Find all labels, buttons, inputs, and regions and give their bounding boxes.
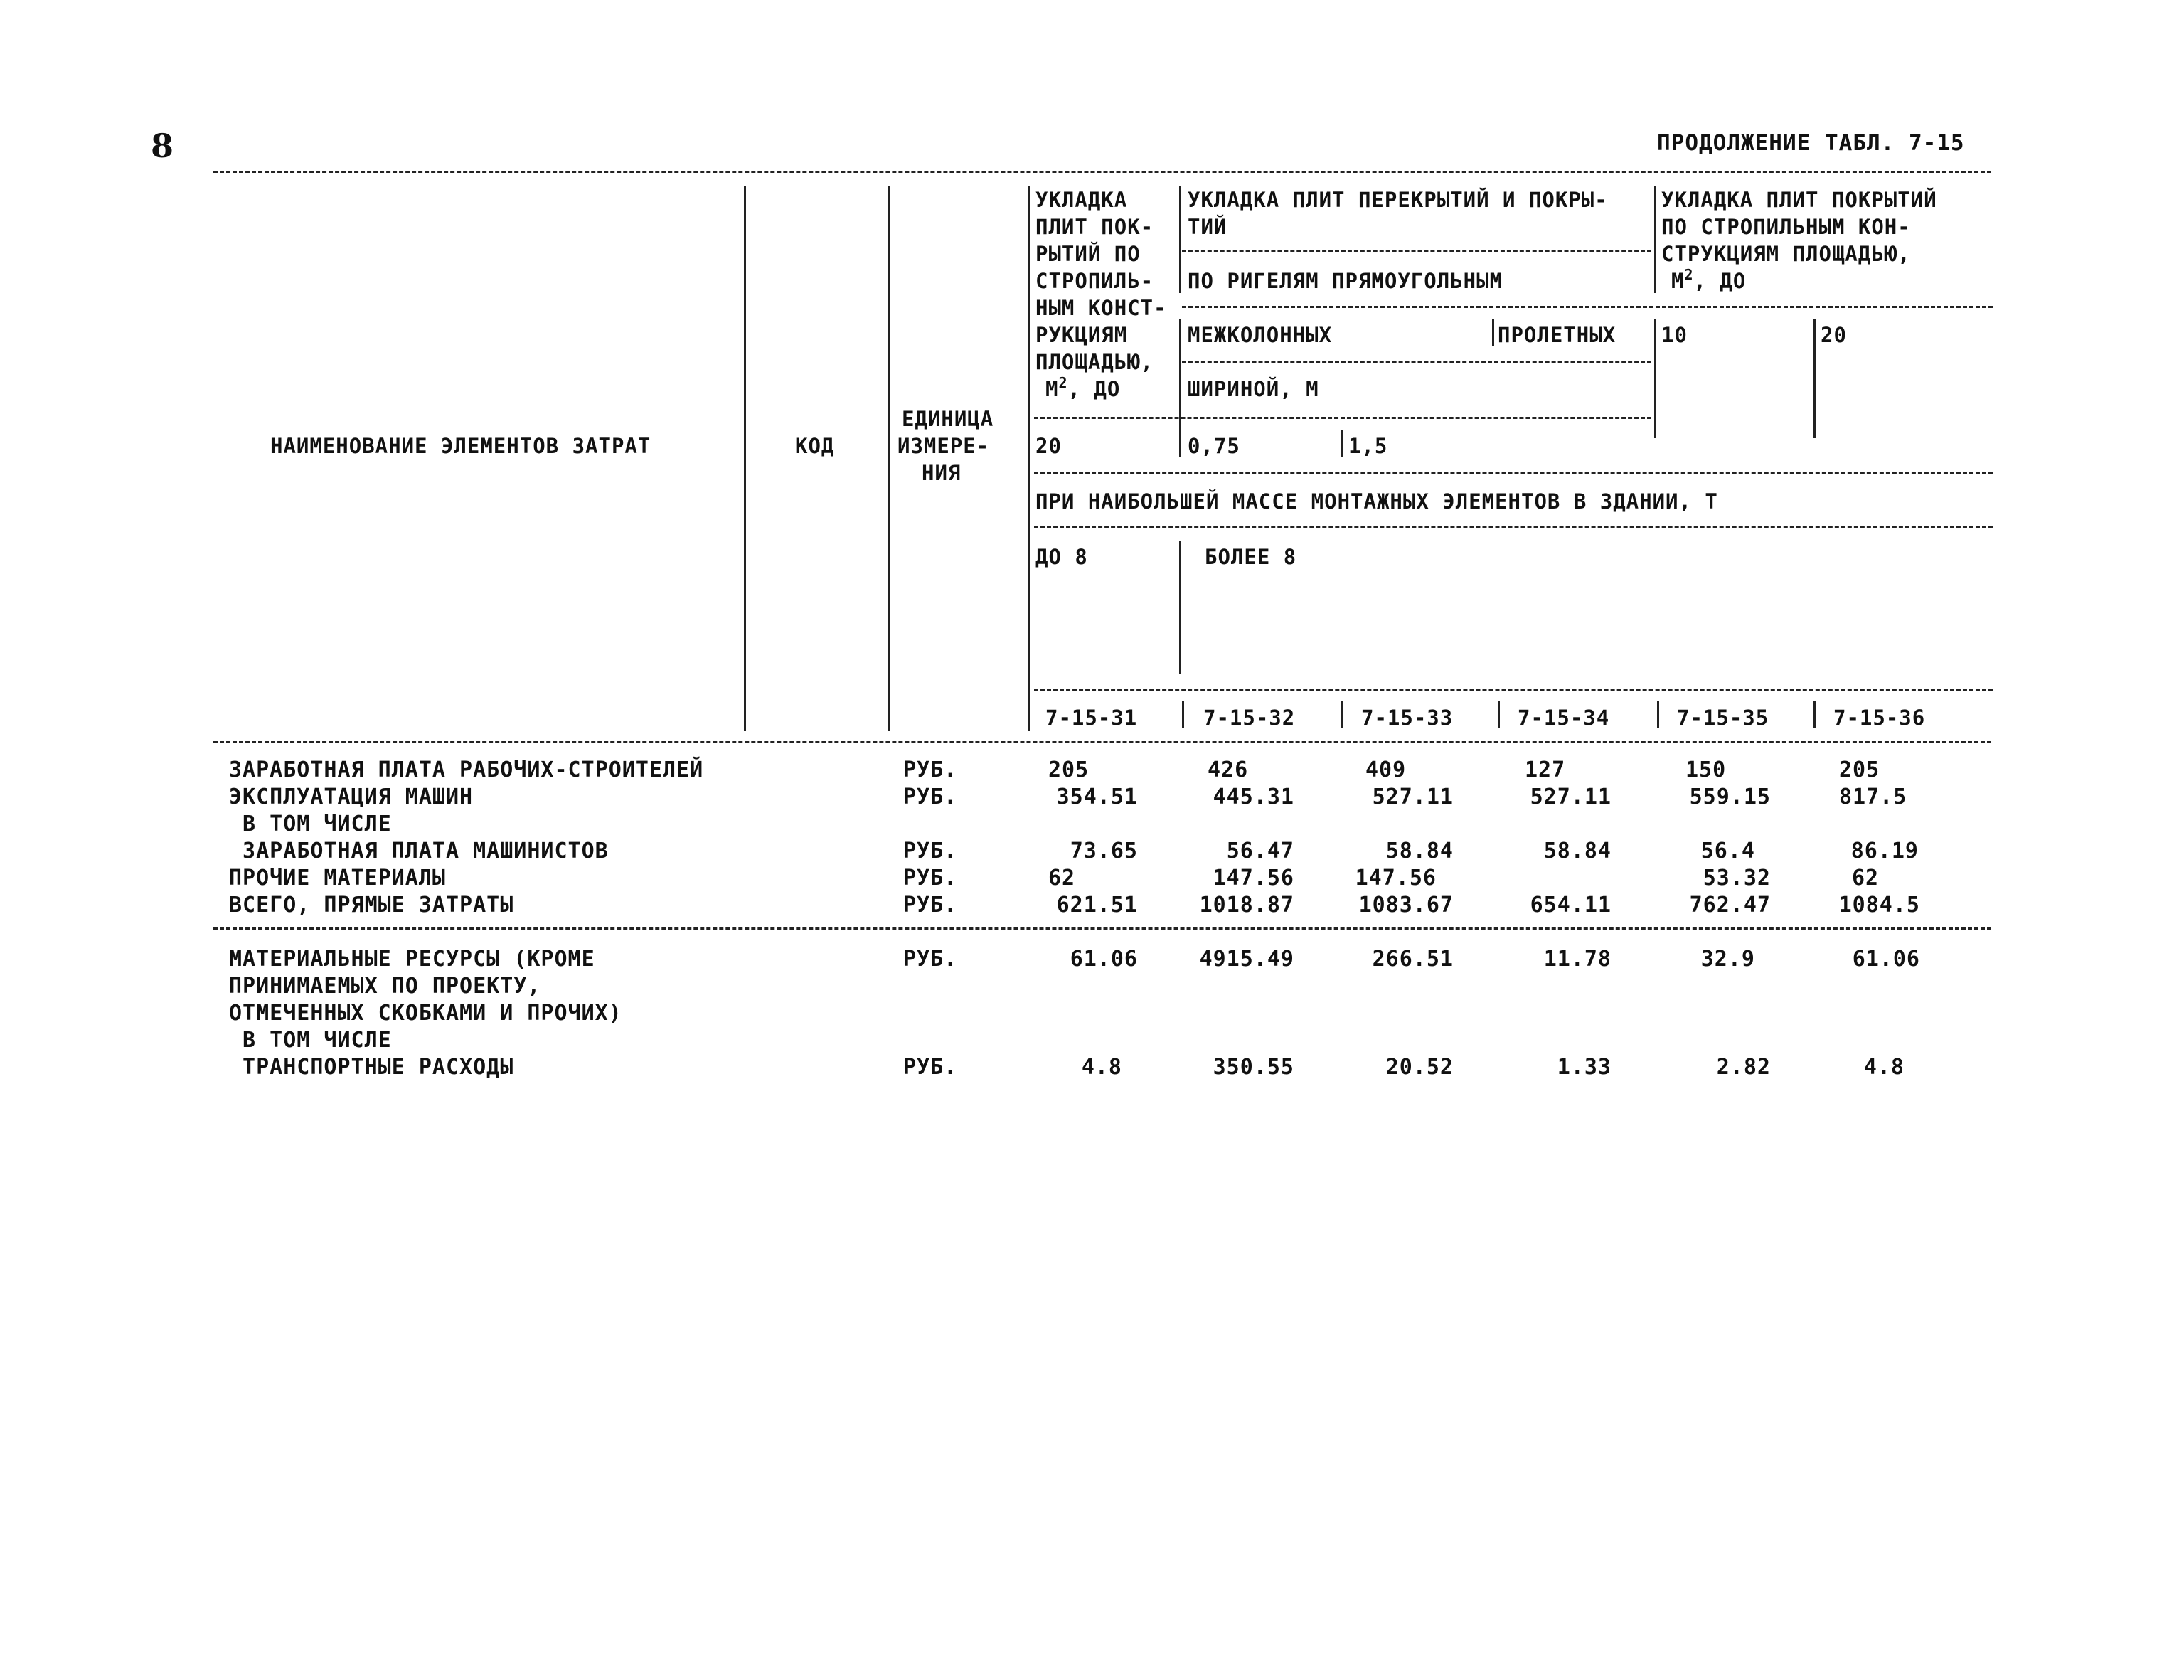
row-value: 147.56	[1213, 866, 1294, 890]
row-value: 426	[1208, 757, 1249, 782]
param-border-2	[1179, 430, 1181, 457]
row-value: 56.4	[1700, 839, 1755, 863]
row-value: 86.19	[1850, 839, 1919, 863]
continuation-label: ПРОДОЛЖЕНИЕ ТАБЛ. 7-15	[1657, 130, 1965, 156]
param-value-20: 20	[1035, 434, 1062, 458]
row-name: ЗАРАБОТНАЯ ПЛАТА РАБОЧИХ-СТРОИТЕЛЕЙ	[229, 757, 704, 782]
group1-title-line2: ТИЙ	[1188, 215, 1227, 239]
area-value-10: 10	[1661, 323, 1688, 347]
row-value: 73.65	[1070, 839, 1138, 863]
row-value: 11.78	[1543, 947, 1612, 972]
row-value: 1083.67	[1358, 893, 1454, 918]
row-name: ОТМЕЧЕННЫХ СКОБКАМИ И ПРОЧИХ)	[229, 1001, 622, 1026]
header-rule-2	[1182, 306, 1993, 308]
row-value: 58.84	[1385, 839, 1454, 863]
tier2-border-4	[1813, 319, 1816, 438]
param-value-15: 1,5	[1348, 434, 1388, 458]
row-value: 127	[1525, 757, 1566, 782]
row-value: 350.55	[1213, 1055, 1294, 1080]
mass-upto-8: ДО 8	[1035, 545, 1088, 569]
row-value: 4.8	[1863, 1055, 1905, 1080]
proletnyh-label: ПРОЛЕТНЫХ	[1498, 323, 1616, 347]
param-border-1	[1028, 430, 1030, 457]
group2-title-line3: СТРУКЦИЯМ ПЛОЩАДЬЮ,	[1661, 242, 1911, 266]
row-name: ВСЕГО, ПРЯМЫЕ ЗАТРАТЫ	[229, 893, 514, 918]
header-bottom-rule	[213, 741, 1991, 743]
row-value: 4.8	[1081, 1055, 1122, 1080]
row-value: 1084.5	[1838, 893, 1920, 918]
row-value: 762.47	[1689, 893, 1771, 918]
row-value: 409	[1365, 757, 1407, 782]
row-value: 654.11	[1530, 893, 1612, 918]
col1-header-line8: $М^2$, ДО	[1045, 374, 1121, 401]
row-value: 62	[1048, 866, 1076, 890]
row-unit: РУБ.	[903, 1055, 958, 1080]
group2-left-border	[1654, 186, 1656, 293]
name-column-header: НАИМЕНОВАНИЕ ЭЛЕМЕНТОВ ЗАТРАТ	[270, 434, 651, 458]
row-name: В ТОМ ЧИСЛЕ	[229, 812, 392, 836]
code-7-15-36: 7-15-36	[1833, 706, 1926, 730]
group1-title-rule	[1182, 250, 1651, 252]
row-value: 147.56	[1355, 866, 1437, 890]
row-unit: РУБ.	[903, 757, 958, 782]
page-number: 8	[151, 127, 174, 165]
row-value: 32.9	[1700, 947, 1755, 972]
row-value: 53.32	[1703, 866, 1771, 890]
row-value: 354.51	[1056, 785, 1138, 809]
row-name: МАТЕРИАЛЬНЫЕ РЕСУРСЫ (КРОМЕ	[229, 947, 595, 972]
tier3-rule	[1034, 417, 1651, 419]
code-sep-3	[1341, 701, 1343, 728]
row-value: 266.51	[1372, 947, 1454, 972]
row-value: 56.47	[1226, 839, 1294, 863]
row-name: ПРОЧИЕ МАТЕРИАЛЫ	[229, 866, 446, 890]
row-name: ПРИНИМАЕМЫХ ПО ПРОЕКТУ,	[229, 974, 541, 999]
row-value: 20.52	[1385, 1055, 1454, 1080]
name-col-separator	[744, 186, 746, 731]
row-name: ЗАРАБОТНАЯ ПЛАТА МАШИНИСТОВ	[229, 839, 609, 863]
tier2-border-2	[1492, 319, 1494, 346]
row-value: 61.06	[1852, 947, 1920, 972]
code-7-15-32: 7-15-32	[1203, 706, 1296, 730]
group1-left-border	[1179, 186, 1181, 293]
row-value: 205	[1048, 757, 1090, 782]
code-sep-5	[1657, 701, 1659, 728]
row-unit: РУБ.	[903, 866, 958, 890]
row-value: 58.84	[1543, 839, 1612, 863]
top-rule	[213, 171, 1991, 173]
row-value: 1.33	[1557, 1055, 1612, 1080]
mass-title: ПРИ НАИБОЛЬШЕЙ МАССЕ МОНТАЖНЫХ ЭЛЕМЕНТОВ В ЗДАНИИ, Т	[1035, 489, 1718, 514]
tier2-rule	[1182, 361, 1651, 363]
width-label: ШИРИНОЙ, М	[1188, 377, 1319, 401]
row-value: 62	[1852, 866, 1880, 890]
row-value: 150	[1685, 757, 1727, 782]
code-sep-1	[1028, 701, 1030, 728]
tier2-border-3	[1654, 319, 1656, 438]
mass-separator	[1179, 541, 1181, 674]
col1-header-line1: УКЛАДКА	[1035, 188, 1128, 212]
row-value: 527.11	[1372, 785, 1454, 809]
group2-title-line4: $М^2$, ДО	[1671, 266, 1747, 293]
param-value-075: 0,75	[1188, 434, 1240, 458]
mass-over-8: БОЛЕЕ 8	[1205, 545, 1297, 569]
row-value: 817.5	[1839, 785, 1907, 809]
col1-header-line6: РУКЦИЯМ	[1035, 323, 1128, 347]
row-unit: РУБ.	[903, 839, 958, 863]
col1-header-line5: НЫМ КОНСТ-	[1035, 296, 1167, 320]
unit-header-line1: ЕДИНИЦА	[902, 407, 994, 431]
tier2-border-1	[1179, 319, 1181, 438]
codes-top-rule	[1034, 689, 1993, 691]
code-7-15-33: 7-15-33	[1361, 706, 1454, 730]
block-divider	[213, 927, 1991, 930]
row-name: ЭКСПЛУАТАЦИЯ МАШИН	[229, 785, 474, 809]
group2-title-line2: ПО СТРОПИЛЬНЫМ КОН-	[1661, 215, 1911, 239]
code-sep-6	[1813, 701, 1816, 728]
unit-header-line3: НИЯ	[922, 461, 962, 485]
row-unit: РУБ.	[903, 785, 958, 809]
code-column-header: КОД	[795, 434, 835, 458]
row-value: 2.82	[1716, 1055, 1771, 1080]
mezhkolonnyh-label: МЕЖКОЛОННЫХ	[1188, 323, 1333, 347]
row-value: 527.11	[1530, 785, 1612, 809]
row-value: 445.31	[1213, 785, 1294, 809]
row-unit: РУБ.	[903, 893, 958, 918]
col1-header-line4: СТРОПИЛЬ-	[1035, 269, 1154, 293]
code-7-15-31: 7-15-31	[1045, 706, 1138, 730]
row-value: 621.51	[1056, 893, 1138, 918]
unit-header-line2: ИЗМЕРЕ-	[897, 434, 990, 458]
area-value-20: 20	[1821, 323, 1847, 347]
unit-col-separator	[1028, 186, 1030, 731]
group1-title-line1: УКЛАДКА ПЛИТ ПЕРЕКРЫТИЙ И ПОКРЫ-	[1188, 188, 1608, 212]
col1-header-line7: ПЛОЩАДЬЮ,	[1035, 350, 1154, 374]
col1-header-line3: РЫТИЙ ПО	[1035, 242, 1141, 266]
code-sep-4	[1498, 701, 1500, 728]
mass-top-rule	[1034, 472, 1993, 474]
row-value: 559.15	[1689, 785, 1771, 809]
col1-header-line2: ПЛИТ ПОК-	[1035, 215, 1154, 239]
row-value: 205	[1839, 757, 1880, 782]
code-7-15-35: 7-15-35	[1677, 706, 1769, 730]
code-col-separator	[888, 186, 890, 731]
group1-subtitle: ПО РИГЕЛЯМ ПРЯМОУГОЛЬНЫМ	[1188, 269, 1503, 293]
row-value: 1018.87	[1199, 893, 1294, 918]
row-name: ТРАНСПОРТНЫЕ РАСХОДЫ	[229, 1055, 514, 1080]
row-value: 61.06	[1070, 947, 1138, 972]
code-sep-2	[1182, 701, 1184, 728]
group2-title-line1: УКЛАДКА ПЛИТ ПОКРЫТИЙ	[1661, 188, 1937, 212]
row-unit: РУБ.	[903, 947, 958, 972]
mass-bottom-rule	[1034, 526, 1993, 528]
row-name: В ТОМ ЧИСЛЕ	[229, 1028, 392, 1053]
param-border-3	[1341, 430, 1343, 457]
code-7-15-34: 7-15-34	[1518, 706, 1610, 730]
row-value: 4915.49	[1199, 947, 1294, 972]
